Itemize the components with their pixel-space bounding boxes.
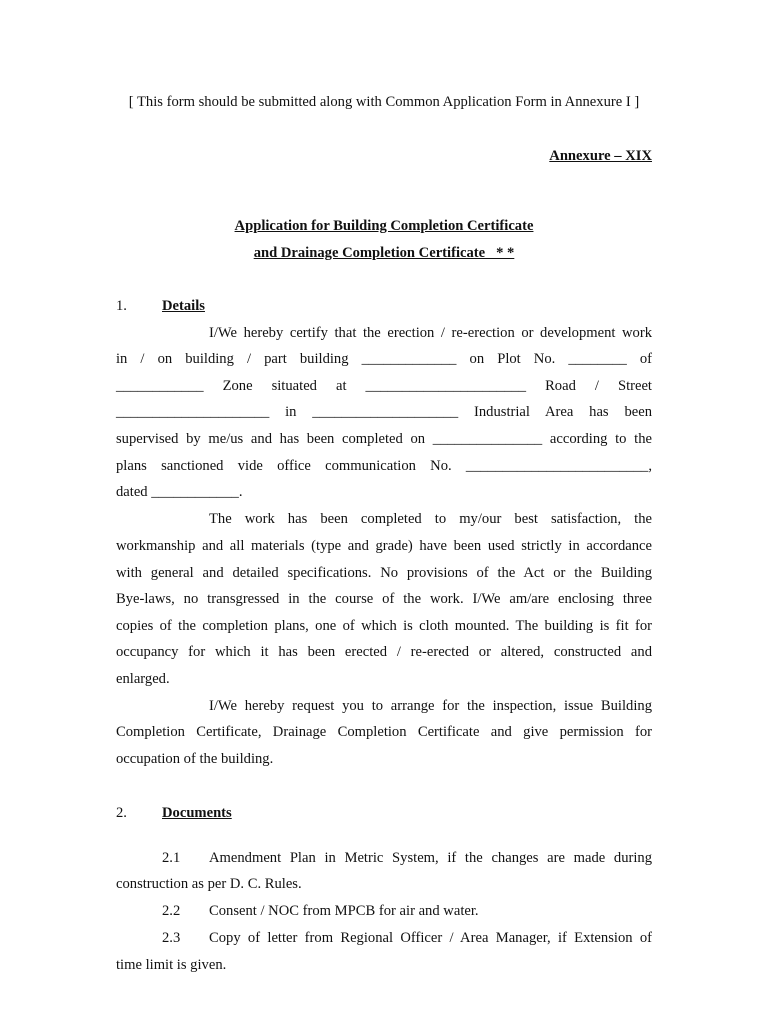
details-para1-line-7: dated ____________. bbox=[116, 484, 243, 500]
details-para2-line-6: occupancy for which it has been erected / re-erected or altered, constructed and bbox=[116, 644, 652, 660]
section-1-number: 1. bbox=[116, 298, 127, 314]
details-para1-line-4: _____________________ in ____________________ Industrial Area has been bbox=[116, 404, 652, 420]
document-item-line: Consent / NOC from MPCB for air and water. bbox=[209, 903, 479, 919]
details-para2-line-4: Bye-laws, no transgressed in the course of the work. I/We am/are enclosing three bbox=[116, 591, 652, 607]
document-item-line: Amendment Plan in Metric System, if the changes are made during bbox=[209, 850, 652, 866]
section-2-heading: Documents bbox=[162, 805, 232, 821]
details-para2-line-2: workmanship and all materials (type and grade) have been used strictly in accordance bbox=[116, 538, 652, 554]
submission-note: [ This form should be submitted along with Common Application Form in Annexure I ] bbox=[128, 94, 640, 110]
document-item-number: 2.3 bbox=[162, 930, 181, 946]
document-item-number: 2.2 bbox=[162, 903, 181, 919]
details-para1-line-5: supervised by me/us and has been completed on _______________ according to the bbox=[116, 431, 652, 447]
details-para3-line-3: occupation of the building. bbox=[116, 751, 274, 767]
details-para3-line-2: Completion Certificate, Drainage Completion Certificate and give permission for bbox=[116, 724, 652, 740]
section-2-number: 2. bbox=[116, 805, 127, 821]
details-para1-line-2: in / on building / part building _____________ on Plot No. ________ of bbox=[116, 351, 652, 367]
document-item-line: construction as per D. C. Rules. bbox=[116, 876, 302, 892]
annexure-label: Annexure – XIX bbox=[549, 148, 652, 164]
details-para2-line-3: with general and detailed specifications. No provisions of the Act or the Building bbox=[116, 565, 652, 581]
document-item-line: Copy of letter from Regional Officer / Area Manager, if Extension of bbox=[209, 930, 652, 946]
details-para1-line-1: I/We hereby certify that the erection / re-erection or development work bbox=[209, 325, 652, 341]
details-para3-line-1: I/We hereby request you to arrange for the inspection, issue Building bbox=[209, 698, 652, 714]
details-para1-line-3: ____________ Zone situated at ______________________ Road / Street bbox=[116, 378, 652, 394]
document-item-line: time limit is given. bbox=[116, 957, 227, 973]
details-para2-line-5: copies of the completion plans, one of which is cloth mounted. The building is fit for bbox=[116, 618, 652, 634]
form-title-line-1: Application for Building Completion Certificate bbox=[234, 218, 534, 234]
form-title-line-2: and Drainage Completion Certificate * * bbox=[253, 245, 515, 261]
document-item-number: 2.1 bbox=[162, 850, 181, 866]
details-para2-line-1: The work has been completed to my/our best satisfaction, the bbox=[209, 511, 652, 527]
details-para2-line-7: enlarged. bbox=[116, 671, 170, 687]
section-1-heading: Details bbox=[162, 298, 205, 314]
details-para1-line-6: plans sanctioned vide office communication No. _________________________, bbox=[116, 458, 652, 474]
